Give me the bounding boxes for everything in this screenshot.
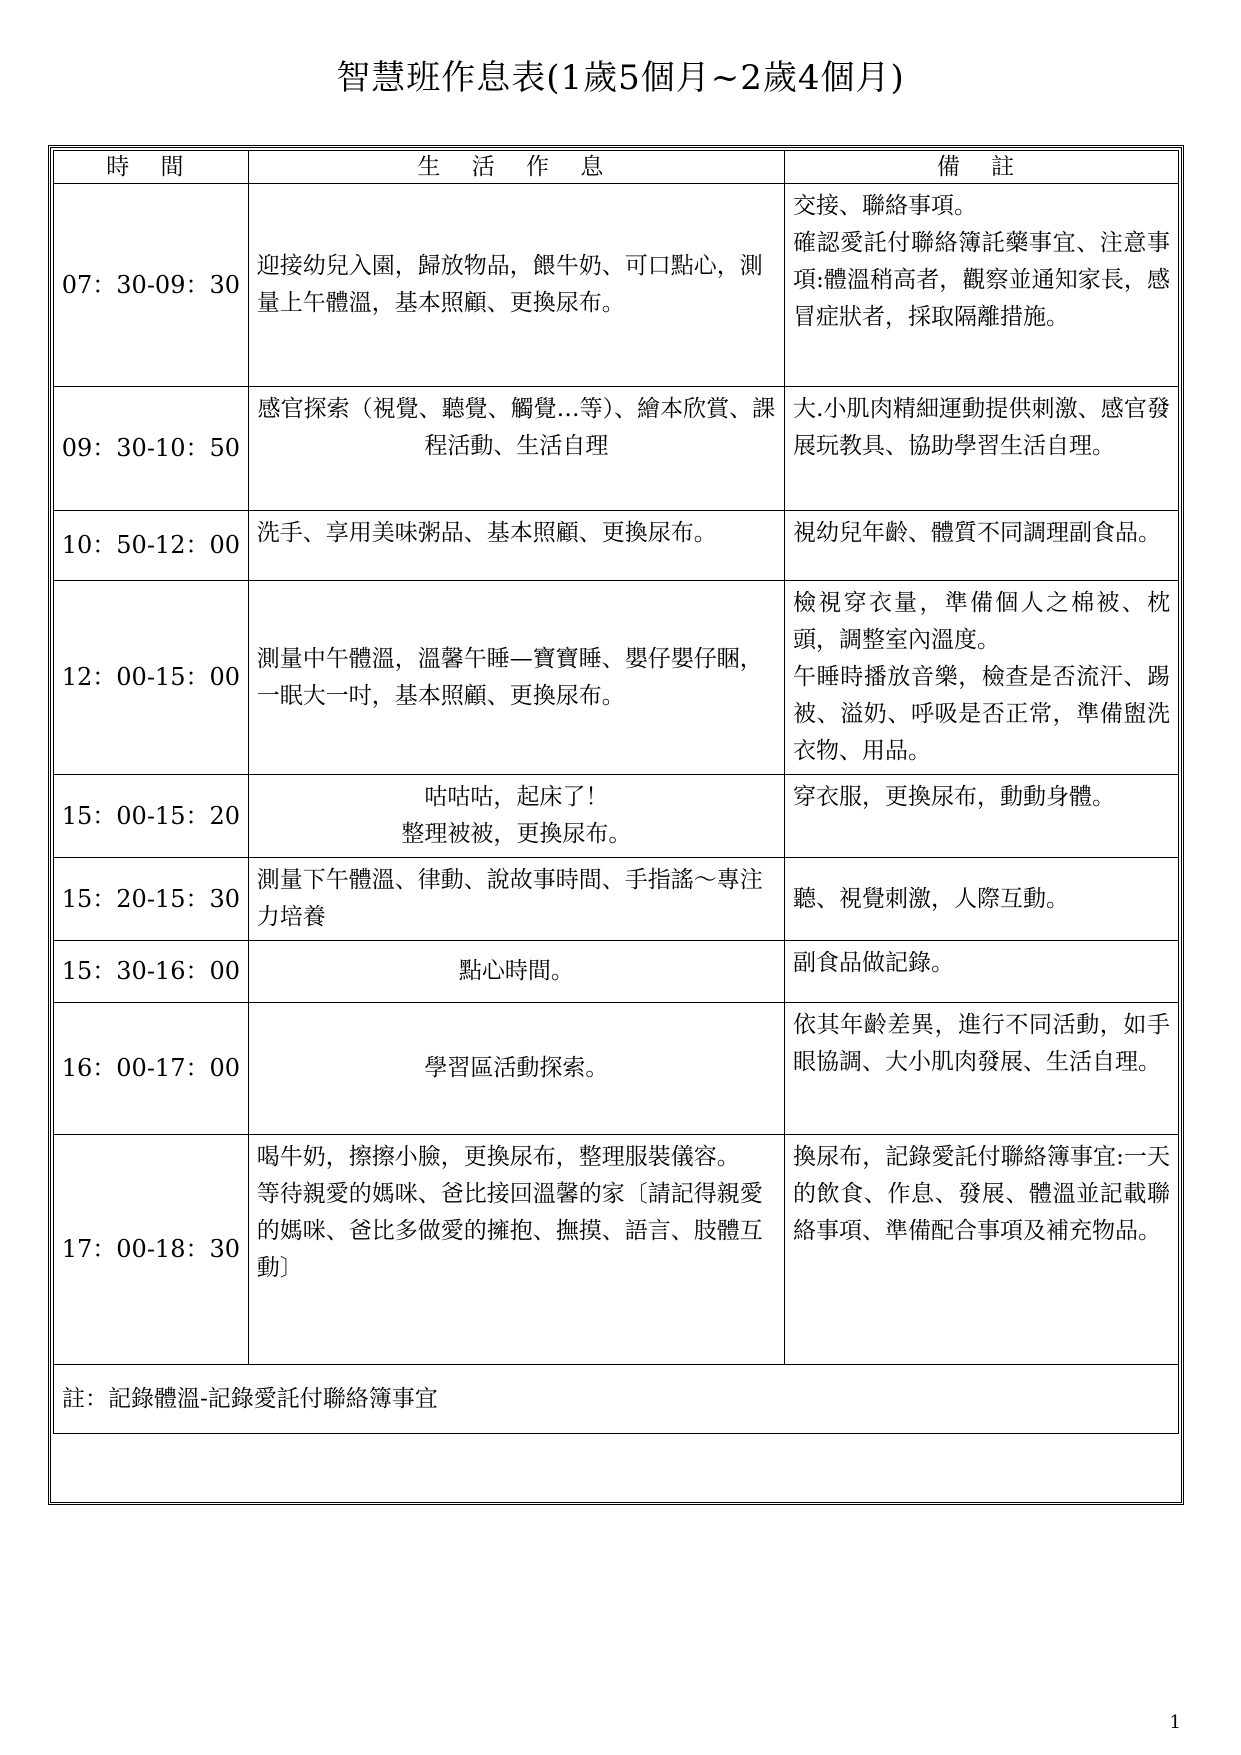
activity-cell (248, 511, 784, 581)
note-cell (785, 1135, 1179, 1365)
activity-text: 迎接幼兒入園，歸放物品，餵牛奶、可口點心，測量上午體溫，基本照顧、更換尿布。 (256, 253, 763, 316)
activity-cell (248, 1003, 784, 1135)
time-cell: 12：00-15：00 (54, 581, 249, 775)
table-row (54, 858, 1179, 941)
activity-text: 洗手、享用美味粥品、基本照顧、更換尿布。 (256, 520, 717, 546)
table-row (54, 184, 1179, 387)
note-cell (785, 775, 1179, 858)
time-cell: 15：00-15：20 (54, 775, 249, 858)
schedule-table-frame (48, 145, 1184, 1505)
note-text: 檢視穿衣量，準備個人之棉被、枕頭，調整室內溫度。 (793, 590, 1170, 653)
note-cell (785, 387, 1179, 511)
table-row (54, 941, 1179, 1003)
note-cell (785, 1003, 1179, 1135)
table-row (54, 1135, 1179, 1365)
activity-text: 學習區活動探索。 (424, 1055, 609, 1081)
activity-cell (248, 1135, 784, 1365)
table-row (54, 581, 1179, 775)
note-text: 確認愛託付聯絡簿託藥事宜、注意事項:體溫稍高者，觀察並通知家長，感冒症狀者，採取隔離措施。 (793, 230, 1170, 330)
footnote: 註：記錄體溫-記錄愛託付聯絡簿事宜 (54, 1365, 1179, 1434)
footnote-row (54, 1365, 1179, 1434)
header-time: 時 間 (54, 151, 249, 184)
activity-text: 測量下午體溫、律動、說故事時間、手指謠～專注力培養 (256, 867, 763, 930)
note-text: 換尿布，記錄愛託付聯絡簿事宜:一天的飲食、作息、發展、體溫並記載聯絡事項、準備配合事項及補充物品。 (793, 1144, 1170, 1244)
note-cell (785, 184, 1179, 387)
page-number: 1 (1169, 1712, 1181, 1733)
note-cell (785, 941, 1179, 1003)
activity-cell (248, 858, 784, 941)
activity-cell (248, 941, 784, 1003)
note-text: 交接、聯絡事項。 (793, 193, 978, 219)
activity-text: 測量中午體溫，溫馨午睡—寶寶睡、嬰仔嬰仔睏，一眠大一吋，基本照顧、更換尿布。 (256, 645, 763, 709)
time-cell: 16：00-17：00 (54, 1003, 249, 1135)
time-cell: 10：50-12：00 (54, 511, 249, 581)
table-header-row (54, 151, 1179, 184)
table-row (54, 387, 1179, 511)
note-text: 午睡時播放音樂，檢查是否流汗、踢被、溢奶、呼吸是否正常，準備盥洗衣物、用品。 (793, 664, 1170, 764)
note-cell (785, 858, 1179, 941)
note-text: 聽、視覺刺激，人際互動。 (793, 885, 1070, 912)
note-text: 依其年齡差異，進行不同活動，如手眼協調、大小肌肉發展、生活自理。 (793, 1012, 1170, 1075)
activity-text: 點心時間。 (458, 958, 574, 984)
time-cell: 15：20-15：30 (54, 858, 249, 941)
time-cell: 07：30-09：30 (54, 184, 249, 387)
note-text: 穿衣服，更換尿布，動動身體。 (793, 784, 1116, 810)
time-cell: 15：30-16：00 (54, 941, 249, 1003)
activity-text: 等待親愛的媽咪、爸比接回溫馨的家〔請記得親愛的媽咪、爸比多做愛的擁抱、撫摸、語言、肢體互動〕 (256, 1181, 763, 1281)
activity-cell (248, 581, 784, 775)
activity-text: 整理被被，更換尿布。 (401, 821, 632, 847)
activity-text: 咕咕咕，起床了！ (424, 784, 609, 810)
note-text: 視幼兒年齡、體質不同調理副食品。 (793, 520, 1162, 546)
note-text: 副食品做記錄。 (793, 950, 955, 976)
note-cell (785, 511, 1179, 581)
header-note: 備 註 (785, 151, 1179, 184)
table-row (54, 775, 1179, 858)
time-cell: 17：00-18：30 (54, 1135, 249, 1365)
header-activity: 生 活 作 息 (248, 151, 784, 184)
activity-cell (248, 387, 784, 511)
activity-text: 喝牛奶，擦擦小臉，更換尿布，整理服裝儀容。 (256, 1144, 740, 1170)
page-title: 智慧班作息表(1歲5個月~2歲4個月) (336, 58, 905, 98)
note-cell (785, 581, 1179, 775)
note-text: 大.小肌肉精細運動提供刺激、感官發展玩教具、協助學習生活自理。 (793, 396, 1170, 459)
table-row (54, 511, 1179, 581)
time-cell: 09：30-10：50 (54, 387, 249, 511)
schedule-table (53, 150, 1179, 1434)
activity-cell (248, 184, 784, 387)
activity-cell (248, 775, 784, 858)
activity-text: 感官探索（視覺、聽覺、觸覺…等）、繪本欣賞、課程活動、生活自理 (257, 396, 776, 459)
table-row (54, 1003, 1179, 1135)
